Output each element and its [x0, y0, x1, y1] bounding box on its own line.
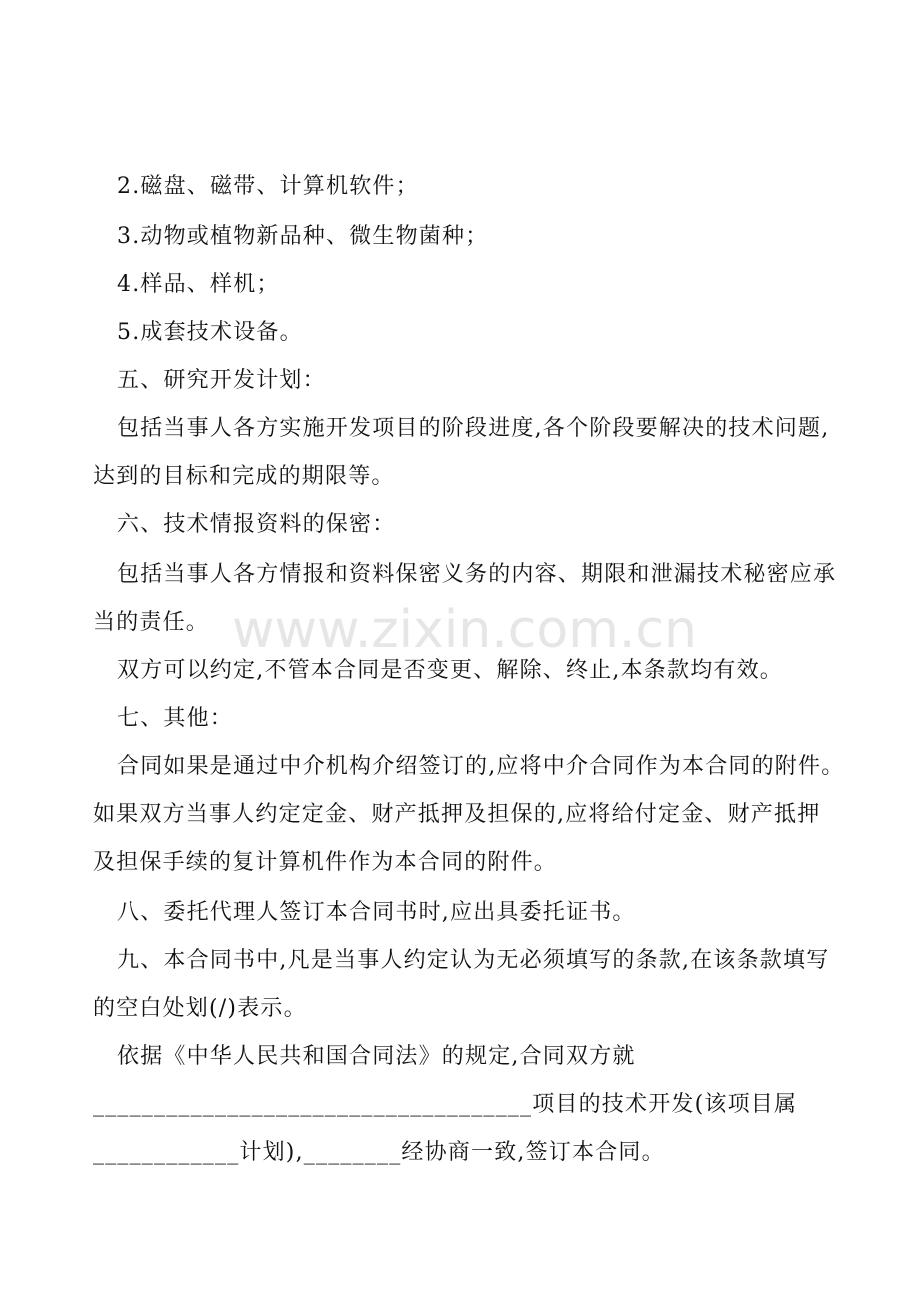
fill-in-text: 项目的技术开发(该项目属: [532, 1092, 798, 1117]
paragraph-line: 九、本合同书中,凡是当事人约定认为无必须填写的条款,在该条款填写: [117, 948, 830, 973]
paragraph-line: 3.动物或植物新品种、微生物菌种；: [117, 224, 489, 249]
blank-field: ____________: [93, 1140, 240, 1165]
paragraph-line: 当的责任。: [93, 610, 210, 635]
section-heading: 七、其他：: [117, 706, 234, 731]
paragraph-line: 如果双方当事人约定定金、财产抵押及担保的,应将给付定金、财产抵押: [93, 802, 821, 827]
paragraph-line: 达到的目标和完成的期限等。: [93, 464, 395, 489]
paragraph-line: 包括当事人各方实施开发项目的阶段进度,各个阶段要解决的技术问题,: [117, 416, 830, 441]
paragraph-line: 包括当事人各方情报和资料保密义务的内容、期限和泄漏技术秘密应承: [117, 562, 837, 587]
paragraph-line: 依据《中华人民共和国合同法》的规定,合同双方就: [117, 1044, 636, 1069]
section-heading: 五、研究开发计划：: [117, 368, 326, 393]
paragraph-line: 5.成套技术设备。: [117, 320, 303, 345]
fill-in-line: [93, 1138, 836, 1168]
paragraph-line: 及担保手续的复计算机件作为本合同的附件。: [93, 850, 558, 875]
fill-in-text: 经协商一致,签订本合同。: [401, 1140, 665, 1165]
fill-in-text: 计划),: [239, 1140, 304, 1165]
blank-field: ________: [303, 1140, 402, 1165]
paragraph-line: 双方可以约定,不管本合同是否变更、解除、终止,本条款均有效。: [117, 658, 783, 683]
section-heading: 六、技术情报资料的保密：: [117, 512, 396, 537]
paragraph-line: 八、委托代理人签订本合同书时,应出具委托证书。: [117, 900, 636, 925]
paragraph-line: 4.样品、样机；: [117, 272, 280, 297]
paragraph-line: 的空白处划(/)表示。: [93, 996, 307, 1021]
paragraph-line: 2.磁盘、磁带、计算机软件；: [117, 174, 419, 199]
watermark: www.zixin.com.cn: [232, 600, 697, 660]
blank-field: ____________________________________: [93, 1092, 533, 1117]
fill-in-line: [93, 1090, 836, 1120]
paragraph-line: 合同如果是通过中介机构介绍签订的,应将中介合同作为本合同的附件。: [117, 754, 845, 779]
